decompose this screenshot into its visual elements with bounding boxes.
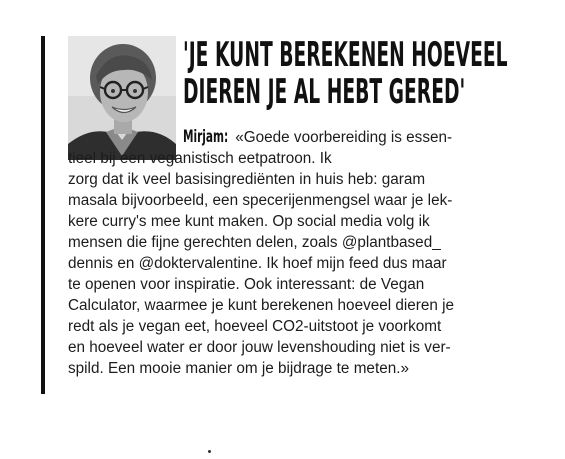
body-line: dennis en @doktervalentine. Ik hoef mijn feed dus maar — [68, 255, 447, 272]
body-line: mensen die fijne gerechten delen, zoals @plantbased_ — [68, 234, 441, 251]
body-line: Calculator, waarmee je kunt berekenen hoeveel dieren je — [68, 297, 455, 314]
stray-dot — [208, 450, 211, 453]
body-line: te openen voor inspiratie. Ook interessant: de Vegan — [68, 276, 425, 293]
body-line: masala bijvoorbeeld, een specerijenmengsel waar je lek- — [68, 192, 453, 209]
body-line: zorg dat ik veel basisingrediënten in huis heb: garam — [68, 171, 426, 188]
speaker-name: Mirjam: — [183, 127, 229, 147]
headline-line: 'JE KUNT BEREKENEN HOEVEEL — [183, 35, 508, 75]
body-line — [68, 127, 518, 148]
body-line: kere curry's mee kunt maken. Op social media volg ik — [68, 213, 430, 230]
body-line-text: «Goede voorbereiding is essen- — [235, 129, 453, 146]
body-line: redt als je vegan eet, hoeveel CO2-uitstoot je voorkomt — [68, 318, 442, 335]
body-line: tieel bij een veganistisch eetpatroon. Ik — [68, 150, 332, 167]
body-line: spild. Een mooie manier om je bijdrage te meten.» — [68, 360, 409, 377]
article-headline — [183, 35, 508, 112]
headline-line: DIEREN JE AL HEBT GERED' — [183, 72, 466, 112]
body-line: en hoeveel water er door jouw levenshouding niet is ver- — [68, 339, 451, 356]
article-body — [68, 127, 518, 379]
accent-rule — [41, 36, 45, 394]
